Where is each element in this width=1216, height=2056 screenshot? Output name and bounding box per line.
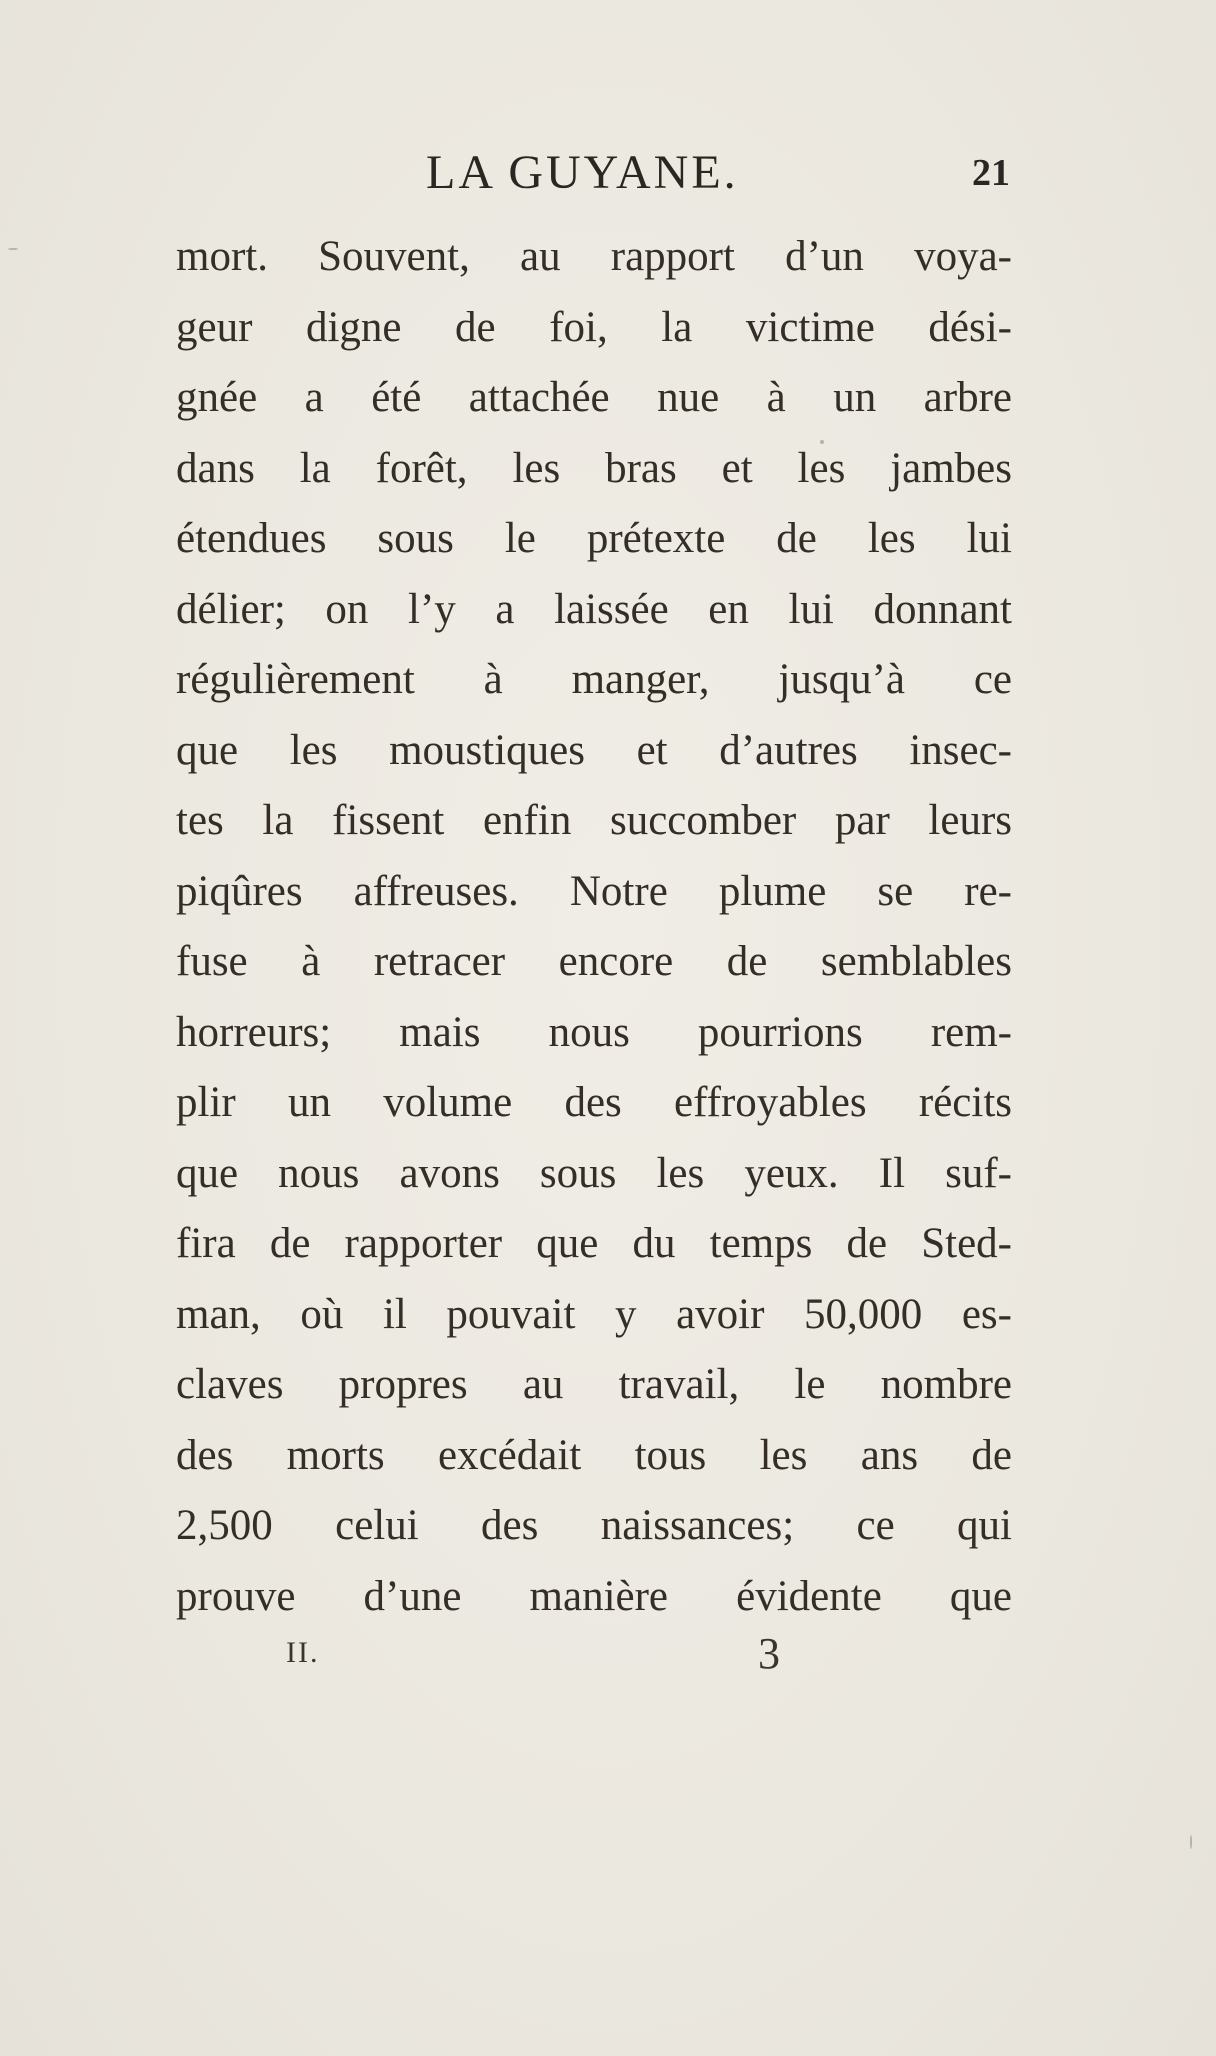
text-line: fuse à retracer encore de semblables (176, 938, 1012, 985)
text-line: man, où il pouvait y avoir 50,000 es- (176, 1290, 1012, 1338)
running-title: LA GUYANE. (426, 146, 739, 199)
text-line: délier; on l’y a laissée en lui donnant (176, 585, 1012, 633)
text-line: geur digne de foi, la victime dési- (176, 303, 1012, 351)
text-line: gnée a été attachée nue à un arbre (176, 374, 1012, 421)
text-line: plir un volume des effroyables récits (176, 1079, 1012, 1126)
text-line: horreurs; mais nous pourrions rem- (176, 1008, 1012, 1056)
text-line: prouve d’une manière évidente que (176, 1572, 1012, 1620)
text-line: régulièrement à manger, jusqu’à ce (176, 656, 1012, 703)
text-line: claves propres au travail, le nombre (176, 1361, 1012, 1408)
text-line: mort. Souvent, au rapport d’un voya- (176, 233, 1012, 280)
text-line: dans la forêt, les bras et les jambes (176, 444, 1012, 492)
text-line: que nous avons sous les yeux. Il suf- (176, 1149, 1012, 1197)
text-line: piqûres affreuses. Notre plume se re- (176, 867, 1012, 915)
text-line: fira de rapporter que du temps de Sted- (176, 1220, 1012, 1267)
text-line: tes la fissent enfin succomber par leurs (176, 797, 1012, 844)
body-text (176, 222, 1012, 1632)
volume-signature: II. (286, 1636, 320, 1669)
gathering-signature: 3 (758, 1629, 780, 1678)
paper-speck (1190, 1835, 1192, 1849)
paper-speck (8, 248, 18, 250)
signature-footer (180, 1630, 1010, 1690)
running-head (180, 145, 1010, 205)
text-line: que les moustiques et d’autres insec- (176, 726, 1012, 774)
text-line: étendues sous le prétexte de les lui (176, 515, 1012, 562)
text-line: 2,500 celui des naissances; ce qui (176, 1502, 1012, 1549)
paper-speck (820, 440, 824, 444)
page-number: 21 (972, 152, 1010, 194)
text-line: des morts excédait tous les ans de (176, 1431, 1012, 1479)
